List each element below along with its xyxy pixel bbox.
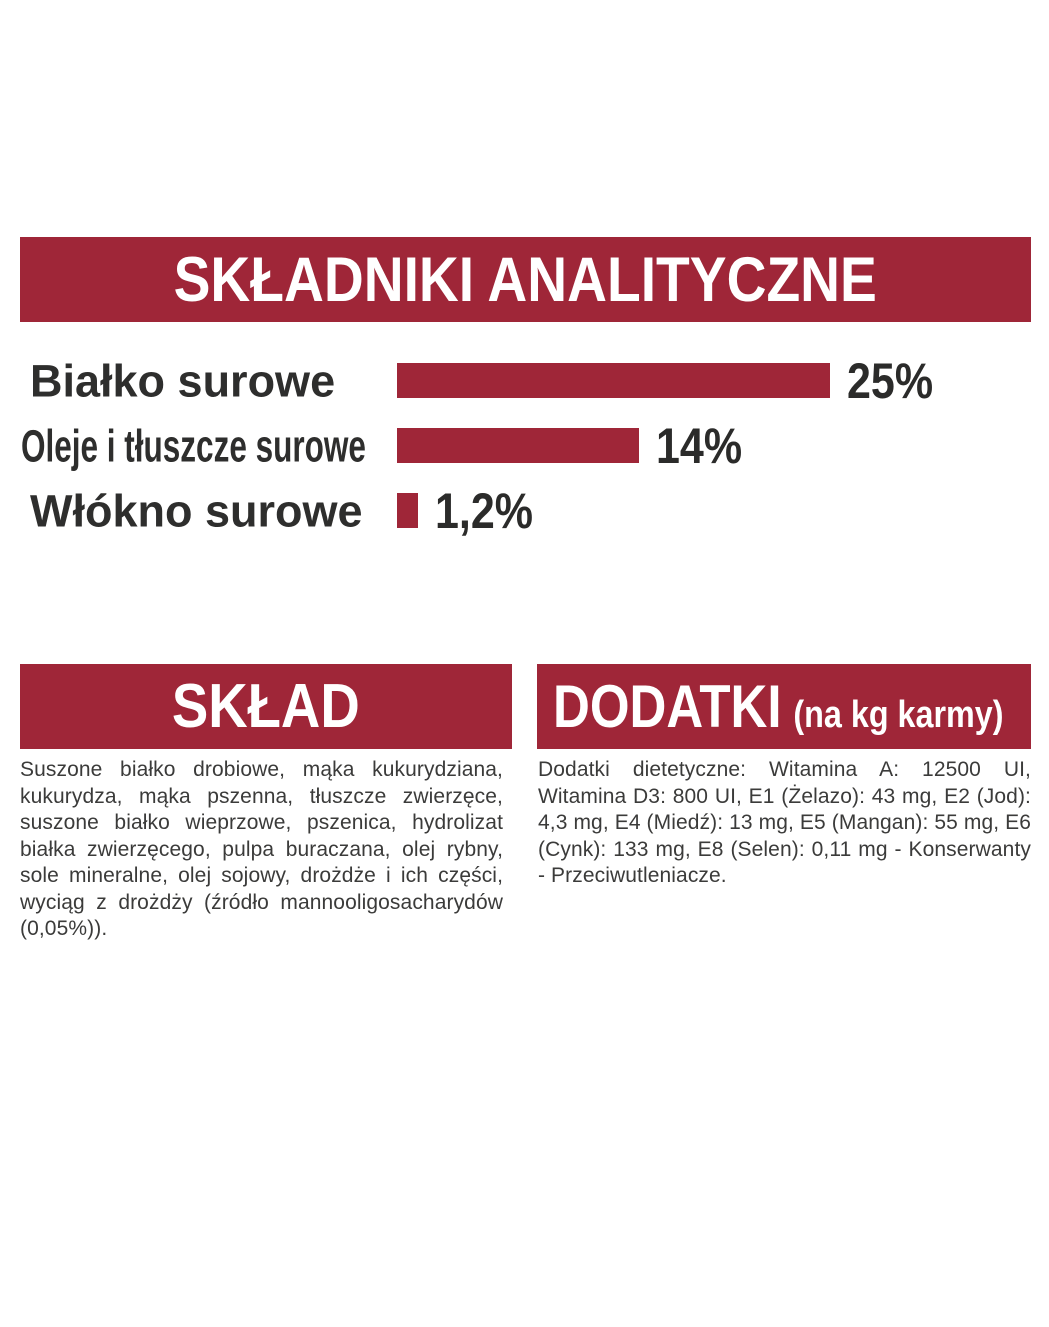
bar-group-crude-protein	[397, 352, 947, 409]
composition-ingredients-text: Suszone białko drobiowe, mąka kukurydziana, kukurydza, mąka pszenna, tłuszcze zwierzęce, suszone białko wieprzowe, pszenica, hydrolizat białka zwierzęcego, pulpa buraczana, olej rybny, sole mineralne, olej sojowy, drożdże i ich części, wyciąg z drożdży (źródło mannooligosacharydów (0,05%)).	[20, 758, 503, 940]
chart-label-crude-fibre: Włókno surowe	[30, 485, 363, 536]
chart-label-crude-oils-fats: Oleje i tłuszcze surowe	[21, 420, 366, 471]
additives-banner	[537, 664, 1031, 749]
chart-label-crude-protein: Białko surowe	[30, 355, 336, 406]
additives-title-suffix: (na kg karmy)	[793, 693, 1004, 736]
bar-value-crude-oils-fats: 14%	[656, 417, 743, 474]
bar-crude-oils-fats	[397, 428, 639, 463]
additives-title-group	[553, 672, 1004, 740]
composition-banner	[20, 664, 512, 749]
bar-crude-protein	[397, 363, 830, 398]
chart-row-crude-fibre	[0, 482, 1049, 539]
chart-row-crude-oils-fats	[0, 417, 1049, 474]
bar-crude-fibre	[397, 493, 418, 528]
bar-value-crude-protein: 25%	[847, 352, 934, 409]
chart-row-crude-protein	[0, 352, 1049, 409]
analytical-components-banner	[20, 237, 1031, 322]
composition-title: SKŁAD	[172, 671, 360, 741]
bar-group-crude-oils-fats	[397, 417, 756, 474]
bar-group-crude-fibre	[397, 482, 549, 539]
analytical-components-title: SKŁADNIKI ANALITYCZNE	[173, 243, 878, 315]
additives-title: DODATKI	[553, 672, 782, 740]
bar-value-crude-fibre: 1,2%	[435, 482, 534, 539]
additives-list-text: Dodatki dietetyczne: Witamina A: 12500 UI, Witamina D3: 800 UI, E1 (Żelazo): 43 mg, E2 (Jod): 4,3 mg, E4 (Miedź): 13 mg, E5 (Mangan): 55 mg, E6 (Cynk): 133 mg, E8 (Selen): 0,11 mg - Konserwanty - Przeciwutleniacze.	[538, 758, 1031, 887]
